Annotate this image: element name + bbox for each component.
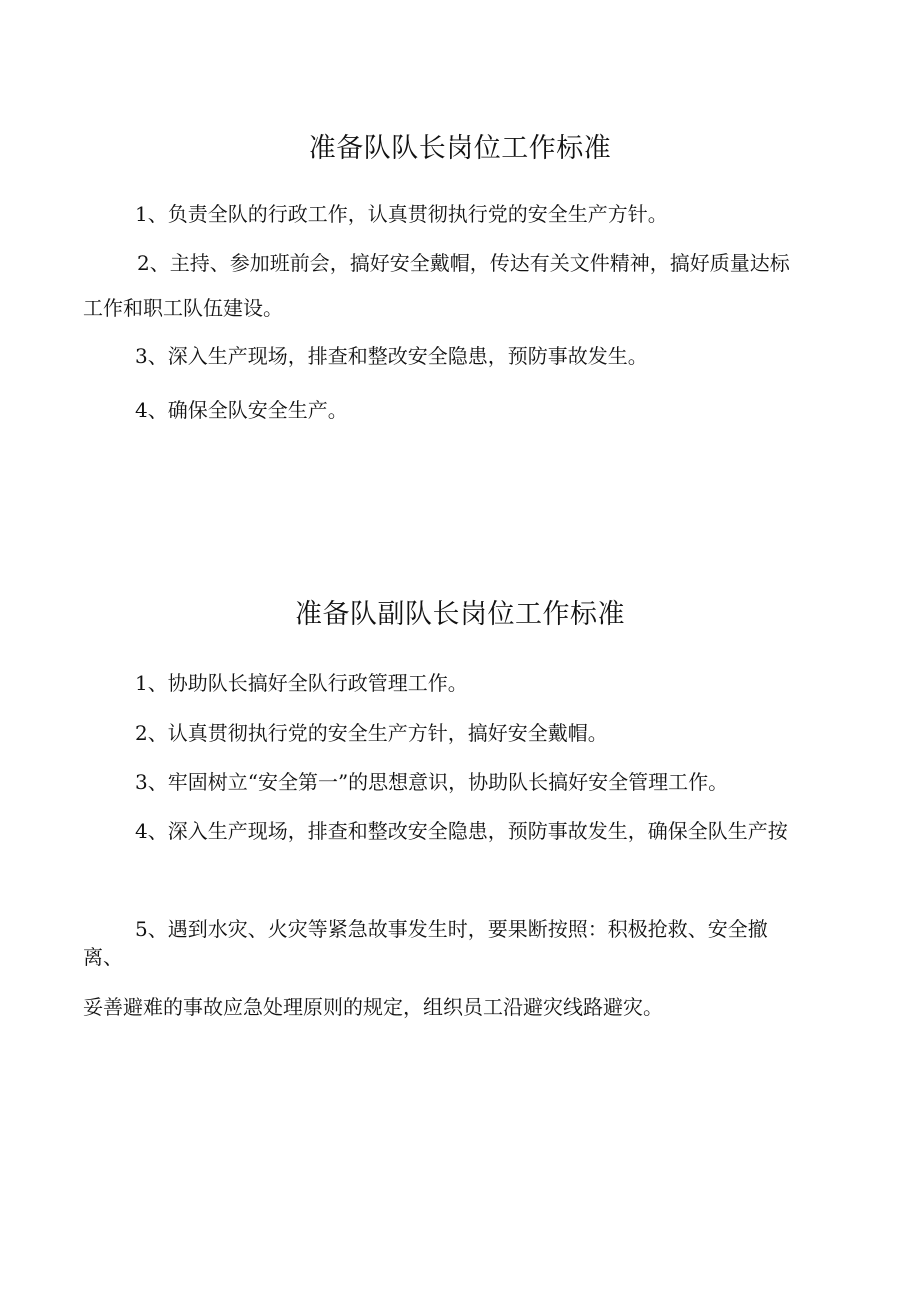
section1-item-2: 2、主持、参加班前会，搞好安全戴帽，传达有关文件精神，搞好质量达标 bbox=[137, 251, 790, 275]
section1-item-1: 1、负责全队的行政工作，认真贯彻执行党的安全生产方针。 bbox=[135, 202, 668, 226]
section1-item-3: 3、深入生产现场，排查和整改安全隐患，预防事故发生。 bbox=[135, 344, 648, 368]
section1-title: 准备队队长岗位工作标准 bbox=[308, 133, 612, 164]
section2-title: 准备队副队长岗位工作标准 bbox=[295, 599, 625, 630]
section1-item-2-continued: 工作和职工队伍建设。 bbox=[83, 296, 283, 320]
section1-item-4: 4、确保全队安全生产。 bbox=[135, 398, 348, 422]
section2-item-1: 1、协助队长搞好全队行政管理工作。 bbox=[135, 671, 468, 695]
section2-item-5-wrap: 离、 bbox=[83, 945, 123, 969]
section2-item-2: 2、认真贯彻执行党的安全生产方针，搞好安全戴帽。 bbox=[135, 721, 608, 745]
section2-item-5-continued: 妥善避难的事故应急处理原则的规定，组织员工沿避灾线路避灾。 bbox=[83, 995, 663, 1019]
section2-item-4: 4、深入生产现场，排查和整改安全隐患，预防事故发生，确保全队生产按 bbox=[135, 819, 788, 843]
section2-item-3: 3、牢固树立“安全第一”的思想意识，协助队长搞好安全管理工作。 bbox=[135, 770, 729, 794]
section2-item-5: 5、遇到水灾、火灾等紧急故事发生时，要果断按照：积极抢救、安全撤 bbox=[135, 917, 768, 941]
